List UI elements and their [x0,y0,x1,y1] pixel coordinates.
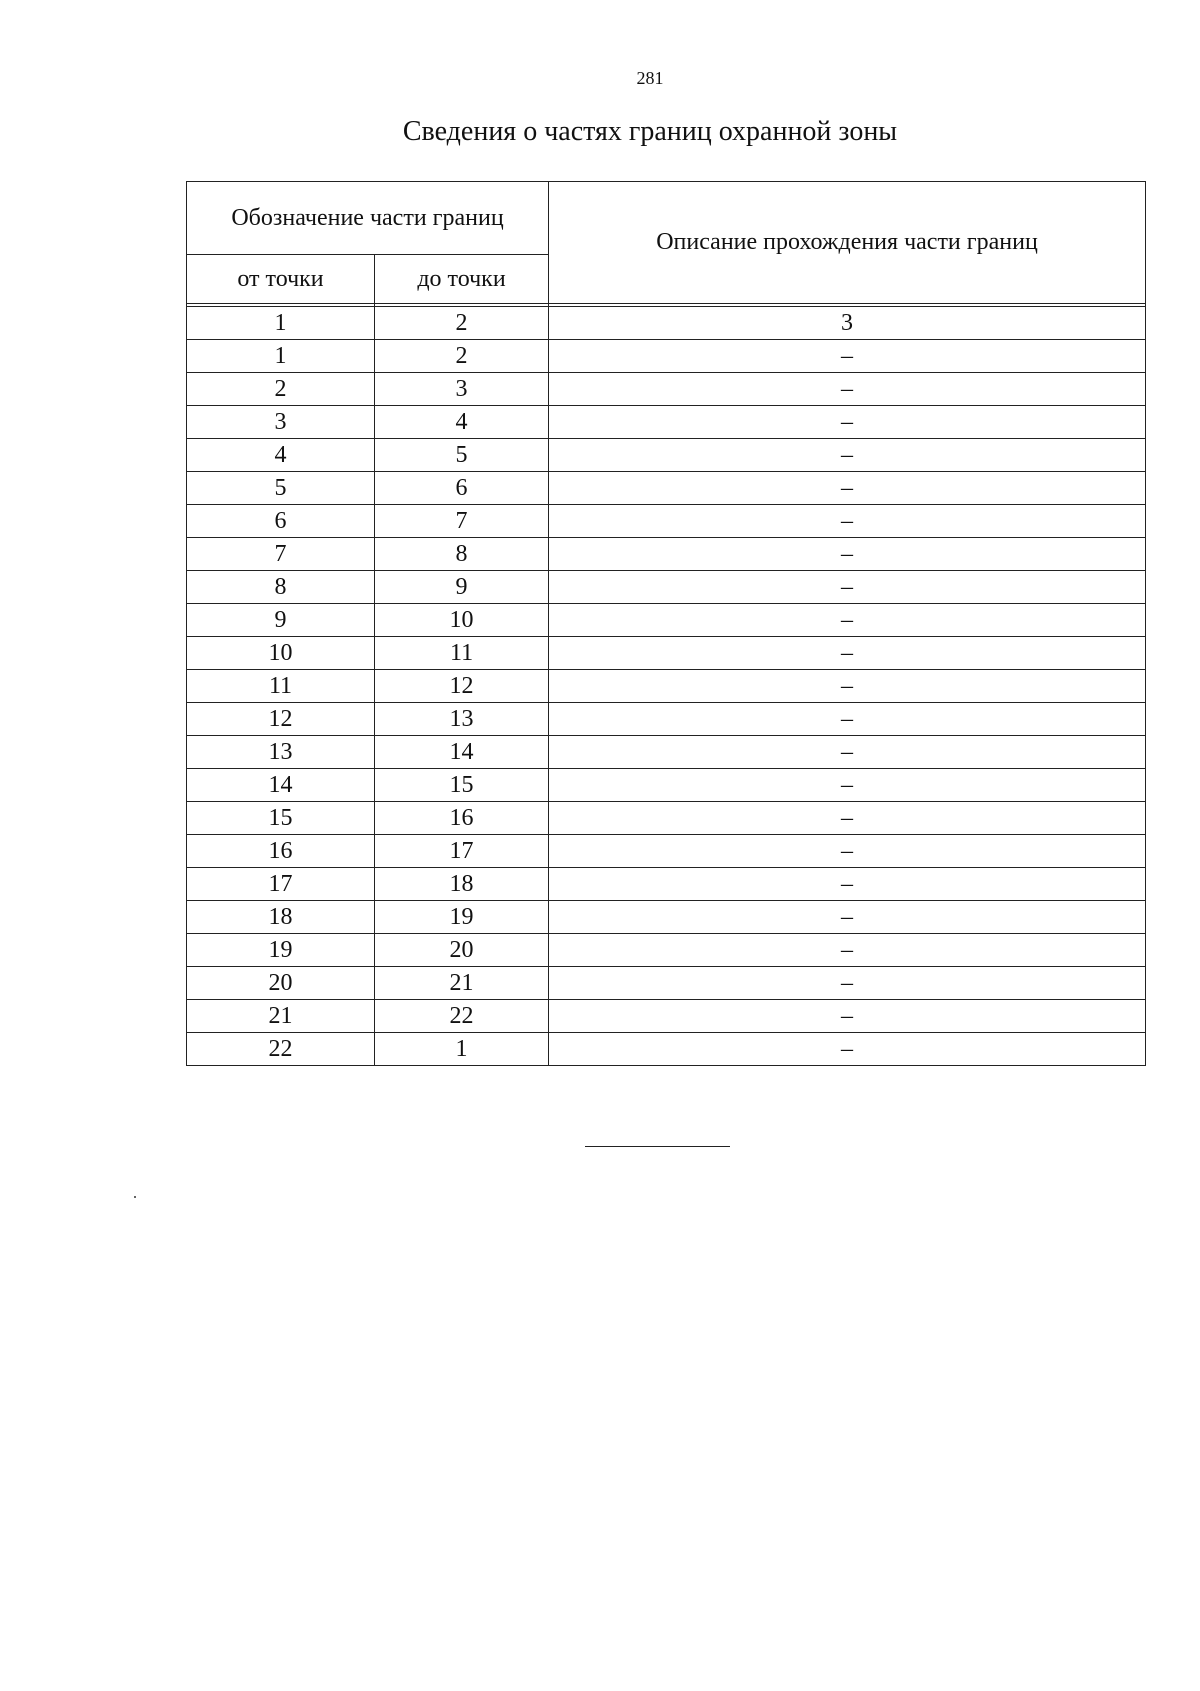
table-row [187,571,1146,604]
table-row [187,340,1146,373]
table-row [187,604,1146,637]
description-cell: – [549,934,1146,967]
to-point-cell: 10 [375,604,549,637]
description-cell: – [549,439,1146,472]
description-cell: – [549,472,1146,505]
scan-speck [134,1196,136,1198]
column-number-2: 2 [375,307,549,340]
to-point-cell: 2 [375,340,549,373]
to-point-cell: 15 [375,769,549,802]
table-row [187,1000,1146,1033]
table-row [187,868,1146,901]
table-row [187,373,1146,406]
from-point-cell: 18 [187,901,375,934]
page-title: Сведения о частях границ охранной зоны [402,116,898,147]
description-cell: – [549,373,1146,406]
table-row [187,472,1146,505]
table-row [187,538,1146,571]
description-cell: – [549,1033,1146,1066]
to-point-cell: 16 [375,802,549,835]
to-point-cell: 14 [375,736,549,769]
header-boundary-designation: Обозначение части границ [187,182,549,255]
column-number-1: 1 [187,307,375,340]
from-point-cell: 20 [187,967,375,1000]
description-cell: – [549,538,1146,571]
from-point-cell: 2 [187,373,375,406]
from-point-cell: 14 [187,769,375,802]
description-cell: – [549,703,1146,736]
description-cell: – [549,505,1146,538]
from-point-cell: 1 [187,340,375,373]
from-point-cell: 21 [187,1000,375,1033]
from-point-cell: 4 [187,439,375,472]
to-point-cell: 3 [375,373,549,406]
header-to-point: до точки [375,255,549,304]
table-row [187,901,1146,934]
page-number: 281 [636,68,664,88]
description-cell: – [549,835,1146,868]
from-point-cell: 3 [187,406,375,439]
description-cell: – [549,1000,1146,1033]
footer-rule [585,1146,730,1147]
table-row [187,703,1146,736]
description-cell: – [549,571,1146,604]
to-point-cell: 22 [375,1000,549,1033]
to-point-cell: 5 [375,439,549,472]
from-point-cell: 16 [187,835,375,868]
from-point-cell: 11 [187,670,375,703]
description-cell: – [549,406,1146,439]
from-point-cell: 17 [187,868,375,901]
from-point-cell: 10 [187,637,375,670]
description-cell: – [549,670,1146,703]
table-row [187,769,1146,802]
table-body [187,304,1146,1066]
to-point-cell: 6 [375,472,549,505]
to-point-cell: 19 [375,901,549,934]
description-cell: – [549,802,1146,835]
from-point-cell: 12 [187,703,375,736]
header-from-point: от точки [187,255,375,304]
column-number-3: 3 [549,307,1146,340]
from-point-cell: 15 [187,802,375,835]
to-point-cell: 18 [375,868,549,901]
table-row [187,934,1146,967]
table-row [187,736,1146,769]
table-row [187,1033,1146,1066]
table-row [187,835,1146,868]
to-point-cell: 21 [375,967,549,1000]
table-row [187,406,1146,439]
description-cell: – [549,637,1146,670]
from-point-cell: 19 [187,934,375,967]
header-boundary-description: Описание прохождения части границ [549,182,1146,304]
description-cell: – [549,736,1146,769]
description-cell: – [549,967,1146,1000]
table-row [187,670,1146,703]
table-row [187,637,1146,670]
from-point-cell: 5 [187,472,375,505]
table-row [187,967,1146,1000]
table-row [187,802,1146,835]
to-point-cell: 17 [375,835,549,868]
from-point-cell: 22 [187,1033,375,1066]
description-cell: – [549,604,1146,637]
to-point-cell: 13 [375,703,549,736]
to-point-cell: 1 [375,1033,549,1066]
to-point-cell: 12 [375,670,549,703]
to-point-cell: 11 [375,637,549,670]
boundary-parts-table [186,181,1146,1066]
to-point-cell: 4 [375,406,549,439]
from-point-cell: 13 [187,736,375,769]
from-point-cell: 7 [187,538,375,571]
to-point-cell: 8 [375,538,549,571]
table-row [187,505,1146,538]
to-point-cell: 7 [375,505,549,538]
description-cell: – [549,340,1146,373]
description-cell: – [549,901,1146,934]
from-point-cell: 8 [187,571,375,604]
description-cell: – [549,769,1146,802]
from-point-cell: 6 [187,505,375,538]
description-cell: – [549,868,1146,901]
numbering-row [187,307,1146,340]
table-row [187,439,1146,472]
to-point-cell: 9 [375,571,549,604]
from-point-cell: 9 [187,604,375,637]
to-point-cell: 20 [375,934,549,967]
